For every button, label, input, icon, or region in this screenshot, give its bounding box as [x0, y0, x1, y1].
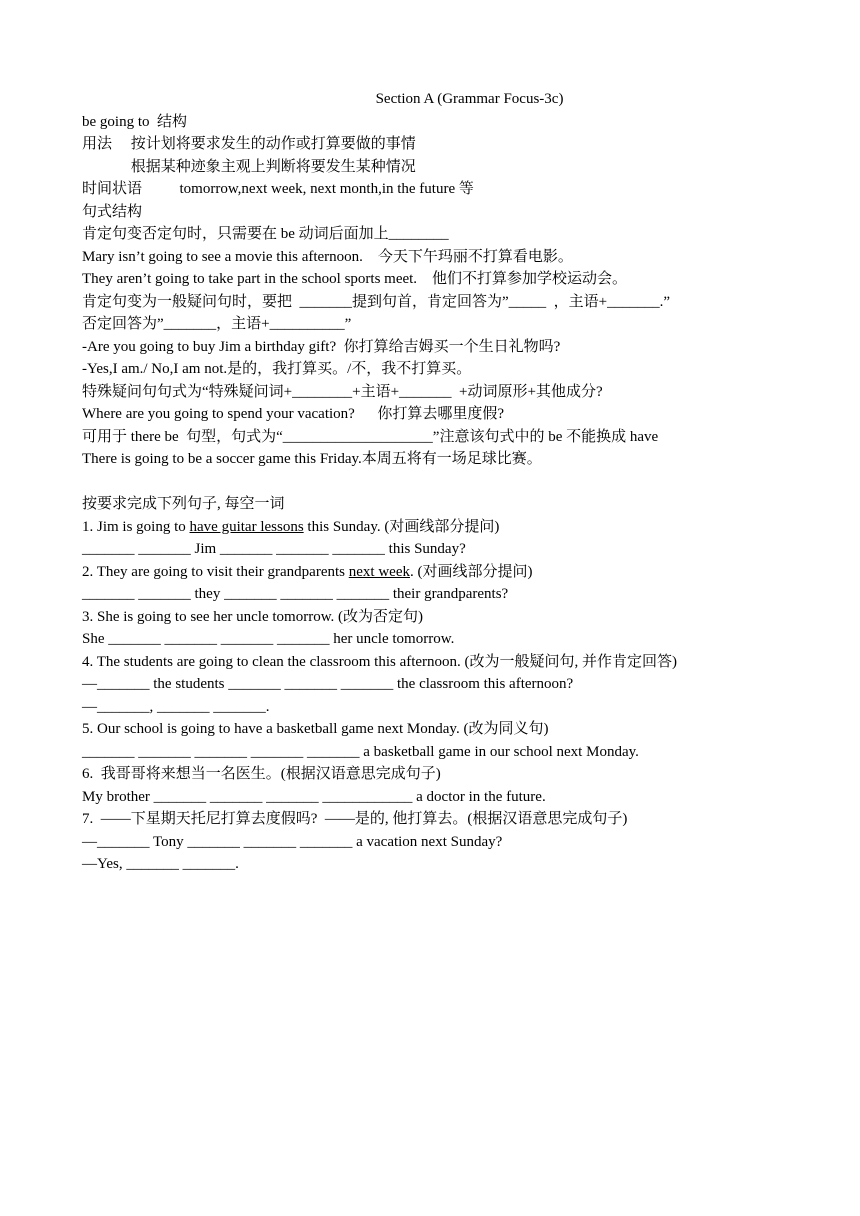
question-4-answer-1: —_______ the students _______ _______ _______ the classroom this afternoon? — [82, 676, 574, 692]
usage-line-2: 根据某种迹象主观上判断将要发生某种情况 — [82, 158, 416, 175]
question-2-answer: _______ _______ they _______ _______ _______ their grandparents? — [82, 586, 509, 602]
question-3: 3. She is going to see her uncle tomorrow. (改为否定句) — [82, 608, 424, 625]
sentence-structure-heading: 句式结构 — [82, 203, 143, 220]
question-1-answer: _______ _______ Jim _______ _______ _______ this Sunday? — [82, 541, 466, 557]
question-example: -Are you going to buy Jim a birthday gift? 你打算给吉姆买一个生日礼物吗? — [82, 338, 561, 355]
question-4: 4. The students are going to clean the classroom this afternoon. (改为一般疑问句, 并作肯定回答) — [82, 653, 678, 670]
question-3-answer: She _______ _______ _______ _______ her uncle tomorrow. — [82, 631, 455, 647]
question-rule: 肯定句变为一般疑问句时，要把 _______提到句首，肯定回答为”_____ ，主语+_______.” — [82, 293, 671, 310]
question-2-underlined: next week — [348, 563, 410, 580]
there-be-rule: 可用于 there be 句型，句式为“____________________”注意该句式中的 be 不能换成 have — [82, 428, 659, 445]
wh-question-example: Where are you going to spend your vacation? 你打算去哪里度假? — [82, 406, 504, 422]
section-title: Section A (Grammar Focus-3c) — [375, 91, 564, 107]
question-1 — [82, 516, 802, 539]
question-2-instruction: . (对画线部分提问) — [409, 563, 533, 580]
negative-answer-rule: 否定回答为”_______，主语+__________” — [82, 316, 352, 332]
question-7-answer-1: —_______ Tony _______ _______ _______ a vacation next Sunday? — [82, 833, 503, 850]
wh-question-rule: 特殊疑问句句式为“特殊疑问词+________+主语+_______ +动词原形+其他成分? — [82, 383, 603, 400]
question-1-instruction: this Sunday. (对画线部分提问) — [303, 518, 500, 535]
question-6-answer: My brother _______ _______ _______ ____________ a doctor in the future. — [82, 788, 546, 805]
question-1-underlined: have guitar lessons — [189, 518, 304, 535]
question-4-answer-2: —_______, _______ _______. — [82, 698, 270, 715]
question-5-answer: _______ _______ _______ _______ _______ a basketball game in our school next Monday. — [82, 743, 639, 760]
exercise-heading: 按要求完成下列句子, 每空一词 — [82, 496, 285, 512]
negative-example-1: Mary isn’t going to see a movie this afternoon. 今天下午玛丽不打算看电影。 — [82, 248, 573, 265]
spacer — [82, 471, 802, 494]
question-5: 5. Our school is going to have a basketball game next Monday. (改为同义句) — [82, 721, 549, 737]
negative-example-2: They aren’t going to take part in the school sports meet. 他们不打算参加学校运动会。 — [82, 271, 628, 287]
question-1-text: 1. Jim is going to — [82, 518, 190, 535]
grammar-heading: be going to 结构 — [82, 113, 187, 130]
question-7-answer-2: —Yes, _______ _______. — [82, 856, 239, 872]
there-be-example: There is going to be a soccer game this Friday.本周五将有一场足球比赛。 — [82, 451, 542, 467]
worksheet-page — [82, 88, 802, 876]
time-adverbials: 时间状语 tomorrow,next week, next month,in the future 等 — [82, 181, 474, 197]
answer-example: -Yes,I am./ No,I am not.是的，我打算买。/不，我不打算买。 — [82, 361, 472, 377]
question-2 — [82, 561, 802, 584]
negative-rule: 肯定句变否定句时，只需要在 be 动词后面加上________ — [82, 226, 449, 242]
question-2-text: 2. They are going to visit their grandparents — [82, 563, 349, 580]
question-7: 7. ——下星期天托尼打算去度假吗? ——是的, 他打算去。(根据汉语意思完成句子) — [82, 811, 628, 827]
question-6: 6. 我哥哥将来想当一名医生。(根据汉语意思完成句子) — [82, 766, 441, 782]
usage-line-1: 用法 按计划将要求发生的动作或打算要做的事情 — [82, 136, 416, 152]
